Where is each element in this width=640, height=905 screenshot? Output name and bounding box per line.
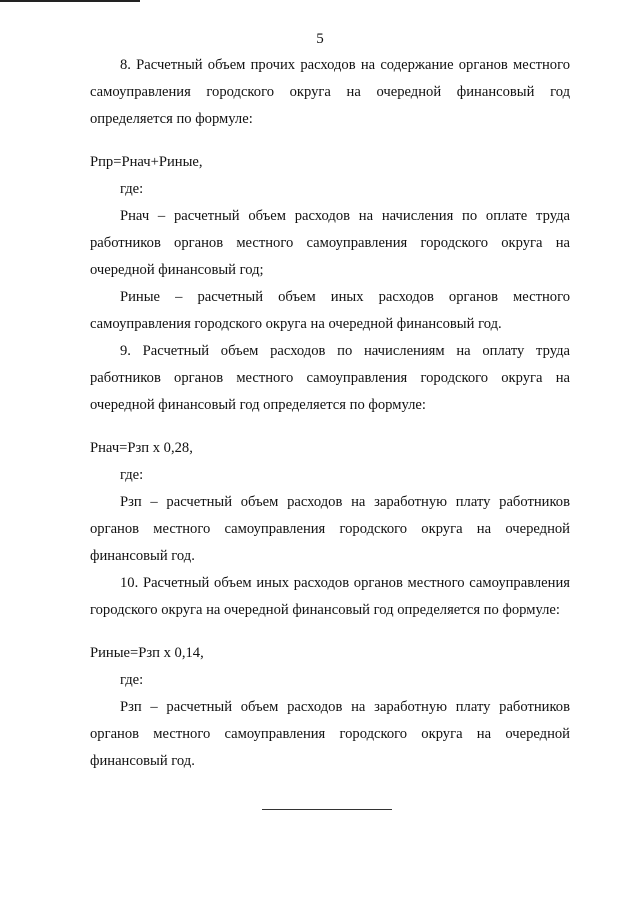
closing-rule <box>262 809 392 810</box>
where-label-2: где: <box>120 467 144 483</box>
paragraph-9: 9. Расчетный объем расходов по начислениям на оплату труда работников органов местного самоуправления городского округа на очередной финансовый год определяется по формуле: <box>90 343 570 413</box>
formula-rnach: Рнач=Рзп x 0,28, <box>90 440 193 456</box>
top-edge-mark <box>0 0 140 2</box>
formula-rinye: Риные=Рзп x 0,14, <box>90 645 204 661</box>
definition-rzp-2: Рзп – расчетный объем расходов на заработную плату работников органов местного самоуправления городского округа на очередной финансовый год. <box>90 699 570 769</box>
paragraph-10: 10. Расчетный объем иных расходов органов местного самоуправления городского округа на очередной финансовый год определяется по формуле: <box>90 575 570 618</box>
document-body <box>90 52 570 775</box>
page-number: 5 <box>316 31 324 47</box>
definition-rzp-1: Рзп – расчетный объем расходов на заработную плату работников органов местного самоуправления городского округа на очередной финансовый год. <box>90 494 570 564</box>
definition-rnach: Рнач – расчетный объем расходов на начисления по оплате труда работников органов местного самоуправления городского округа на очередной финансовый год; <box>90 208 570 278</box>
paragraph-8: 8. Расчетный объем прочих расходов на содержание органов местного самоуправления городского округа на очередной финансовый год определяется по формуле: <box>90 57 570 127</box>
formula-rpr: Рпр=Рнач+Риные, <box>90 154 203 170</box>
definition-rinye: Риные – расчетный объем иных расходов органов местного самоуправления городского округа на очередной финансовый год. <box>90 289 570 332</box>
where-label-1: где: <box>120 181 144 197</box>
where-label-3: где: <box>120 672 144 688</box>
